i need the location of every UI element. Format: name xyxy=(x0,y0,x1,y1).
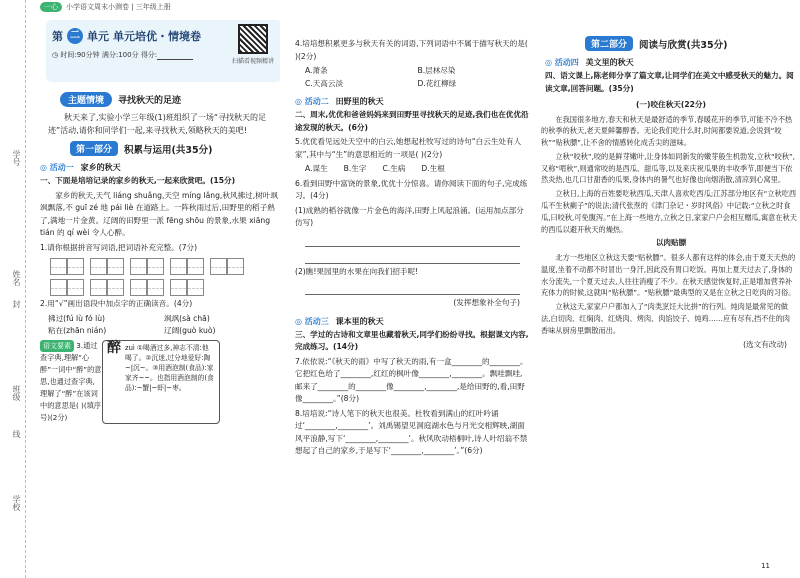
q1-2-option[interactable]: 粘在(zhān nián) xyxy=(48,326,107,335)
q1-2-option[interactable]: 飒飒(sà chā) xyxy=(164,313,210,323)
q8[interactable]: 8.培培说:“诗人笔下的秋天也很美。杜牧看到满山的红叶吟诵过‘________,________’。刘禹锡望见洞庭湖水色与月光交相辉映,湖面风平浪静,写下‘________,________’。秋风吹动梧桐叶,诗人叶绍翁不禁想起了自己的家乡,于是写下‘________,________’。”(6分) xyxy=(295,408,528,455)
reading-paragraph-1: 在我国很多地方,春天和秋天是最舒适的季节,春暖花开的季节,可能不冷不热的秋季的秋天,老天夏鲜馨醇香。无论我们吃什么时,时间都要说道,会说到“咬秋”“贴秋膘”,让不舍的情感转化成舌尖的滋味。 xyxy=(541,114,793,148)
q4-option[interactable]: A.萧条 xyxy=(305,66,328,75)
q5-option[interactable]: A.谋生 xyxy=(305,164,328,173)
clock-icon: ◷ xyxy=(52,51,59,59)
unit-number-badge: 二 xyxy=(67,28,83,44)
activity1-label: 活动一 xyxy=(49,163,74,172)
grid-cell[interactable] xyxy=(227,258,244,275)
q6-1: (1)成熟的稻谷就像一片金色的海洋,田野上风起浪涌。(运用加点部分仿写) xyxy=(295,205,524,227)
score-blank[interactable] xyxy=(157,50,193,60)
q1-2-options xyxy=(48,313,280,338)
q5: 5.优优看见远处天空中的白云,她想起杜牧写过的诗句“白云生处有人家”,其中与“生”的意思相近的一项是( )(2分) xyxy=(295,137,522,159)
activity3-header xyxy=(295,316,530,327)
grid-cell[interactable] xyxy=(90,258,107,275)
q6-1-answer-line[interactable] xyxy=(305,234,520,247)
part1-badge: 第一部分 xyxy=(70,141,118,156)
q4-options xyxy=(305,65,530,90)
q6-2: (2)瞧!果园里的水果在向我们招手呢! xyxy=(295,266,419,276)
q6: 6.看到田野中富饶的景象,优优十分惊喜。请你阅读下面的句子,完成练习。(4分) xyxy=(295,178,528,200)
reading-paragraph-3: 立秋日,上海的百姓要吃秋西瓜,天津人喜欢吃西瓜;江苏部分地区有“立秋吃西瓜不生秋瘌子”的说法;清代张焘的《津门杂记・岁时风俗》中记载:“立秋之时食瓜,曰咬秋,可免腹泻。”在上海一些地方,立秋之日,家家户户会相互赠瓜,寓意在秋天的西瓜以避开秋天的燥热。 xyxy=(541,189,797,234)
q7[interactable]: 7.依依说:“《秋天的雨》中写了秋天的雨,有一盒________的________。它把红色给了________,红红的枫叶像________,________。飘哇飘哇,邮来了________的________像________,________,是给田野的,看,田野像________。”(8分) xyxy=(295,356,528,403)
margin-label-class: 班级 xyxy=(12,385,21,401)
series-strip xyxy=(40,0,280,14)
part2-header xyxy=(585,36,797,51)
reading-source: (选文有改动) xyxy=(743,339,787,349)
activity3-title: 课本里的秋天 xyxy=(335,316,384,326)
pinyin-writing-grid[interactable] xyxy=(50,258,280,275)
margin-label-school: 学校 xyxy=(12,495,21,511)
q4-option[interactable]: D.花红柳绿 xyxy=(417,78,457,88)
q5-option[interactable]: C.生病 xyxy=(382,164,406,173)
qr-caption: 扫描看视频精讲 xyxy=(232,58,275,65)
q1-passage: 家乡的秋天,天气 liáng shuǎng,天空 míng lǎng,秋风拂过,树叶飒飒飘落,不 guī zé 地 pái liè 在道路上。一阵秋雨过后,田野里的稻子熟了,满地一片金黄。辽阔的田野里一派 fēng shōu 的景象,水果 xiāng tián 的 qí wèi 令人心醉。 xyxy=(40,190,278,237)
activity4-header xyxy=(545,57,797,68)
q1-3-block xyxy=(40,340,280,424)
activity1-title: 家乡的秋天 xyxy=(80,163,121,172)
q4-option[interactable]: B.层林尽染 xyxy=(417,66,456,75)
grid-cell[interactable] xyxy=(147,258,164,275)
page-number-value: 11 xyxy=(761,562,770,570)
q5-option[interactable]: D.生根 xyxy=(421,164,445,173)
target-icon: ◎ xyxy=(545,58,552,67)
margin-label-name: 姓名 xyxy=(12,270,21,286)
q4: 4.培培想积累更多与秋天有关的词语,下列词语中不属于描写秋天的是( )(2分) xyxy=(295,39,528,61)
series-pill: 一心 xyxy=(40,2,62,12)
q1-2-option[interactable]: 拂过(fú lù fó lù) xyxy=(48,313,106,323)
margin-label-seal: 封 xyxy=(12,300,21,308)
target-icon: ◎ xyxy=(295,97,302,106)
activity1-header xyxy=(40,162,280,173)
grid-cell[interactable] xyxy=(67,279,84,296)
reading-paragraph-4: 北方一些地区立秋这天要“贴秋膘”。很多人都有这样的体会,由于夏天天热的温度,坐着不动都不时冒出一身汗,因此没有胃口吃饭。再加上夏天过去了,身体的水分流失,一个夏天过去,人往往消瘦了不少。在秋天感觉恢复时,正是增加营养补充体力的时候,这就叫“贴秋膘”。“贴秋膘”最典型的又是在立秋之日吃肉的习俗。 xyxy=(541,252,796,298)
activity2-label: 活动二 xyxy=(304,97,329,106)
grid-cell[interactable] xyxy=(210,258,227,275)
q2-title: 二、周末,优优和爸爸妈妈来到田野里寻找秋天的足迹,我们也在优优沿途发现的秋天。(6分) xyxy=(295,110,529,132)
left-column xyxy=(30,0,280,578)
activity4-label: 活动四 xyxy=(554,58,579,67)
reading-paragraph-5: 立秋这天,家家户户都加入了“肉类烹饪大比拼”的行列。炖肉是最常见的做法,白切肉、红焖肉、红烧肉、烤肉、肉馅饺子、炖鸡……应有尽有,挡不住的肉香味从厨房里飘散而出。 xyxy=(541,302,790,335)
exam-time: 时间:90分钟 xyxy=(60,51,100,59)
margin-label-line: 线 xyxy=(12,430,21,438)
q6-1-answer-line-2[interactable] xyxy=(305,251,520,264)
pinyin-writing-grid-2[interactable] xyxy=(50,279,280,296)
unit-header xyxy=(46,20,280,82)
q1-3-badge: 语文要素 xyxy=(40,340,74,352)
grid-cell[interactable] xyxy=(187,279,204,296)
margin-label-student-id: 学号 xyxy=(12,150,21,166)
dictionary-char: 醉 xyxy=(107,339,121,356)
right-column xyxy=(535,0,797,578)
dictionary-definition: zuì ①喝酒过多,神志不清:他喝了。②沉迷,过分地爱好:陶~|沉~。③用酒泡制(食品):家家齐~~。也指用酒泡制的(食品):~蟹|~虾|~枣。 xyxy=(125,343,214,392)
reading-paragraph-2: 立秋“咬秋”,咬的是鲜芽嫩叶,让身体如同新发的嫩芽般生机勃发,立秋“咬秋”,又称“啃秋”,则通常咬的是西瓜、甜瓜等,以及来庆祝瓜果的丰收季节,即便当下依然炎热,也几口甘甜香的瓜果,身体内的暑气也好像也向烟消散,清凉到心窝里。 xyxy=(541,151,796,185)
unit-prefix: 第 xyxy=(52,30,63,43)
q1-title: 一、下面是培培记录的家乡的秋天,一起来欣赏吧。(15分) xyxy=(40,176,236,185)
q6-2-suffix: (发挥想象补全句子) xyxy=(453,298,520,307)
grid-cell[interactable] xyxy=(130,258,147,275)
binding-margin xyxy=(0,0,26,578)
grid-cell[interactable] xyxy=(67,258,84,275)
part2-title: 阅读与欣赏(共35分) xyxy=(639,39,728,51)
q5-option[interactable]: B.生字 xyxy=(343,164,367,173)
grid-cell[interactable] xyxy=(170,279,187,296)
q1-2: 2.用“√”画出语段中加点字的正确读音。(4分) xyxy=(40,299,193,308)
qr-code-icon[interactable] xyxy=(238,24,268,54)
grid-cell[interactable] xyxy=(90,279,107,296)
q1-2-option[interactable]: 辽阔(guò kuò) xyxy=(164,326,216,335)
part1-header xyxy=(70,141,280,156)
grid-cell[interactable] xyxy=(147,279,164,296)
unit-subtitle: 单元培优・情境卷 xyxy=(113,30,201,43)
q4-option[interactable]: C.天高云淡 xyxy=(305,78,344,88)
grid-cell[interactable] xyxy=(50,279,67,296)
grid-cell[interactable] xyxy=(107,258,124,275)
part1-title: 积累与运用(共35分) xyxy=(124,144,213,156)
q1-3-text-wrap xyxy=(40,340,102,424)
grid-cell[interactable] xyxy=(50,258,67,275)
grid-cell[interactable] xyxy=(187,258,204,275)
series-title: 小学语文周末小测卷 | 三年级上册 xyxy=(66,3,171,11)
q3-title: 三、学过的古诗和文章里也藏着秋天,同学们纷纷寻找。根据课文内容,完成练习。(14分) xyxy=(295,329,529,351)
grid-cell[interactable] xyxy=(107,279,124,296)
activity4-title: 美文里的秋天 xyxy=(585,58,634,67)
q4-section-title: 四、语文课上,陈老师分享了篇文章,让同学们在美文中感受秋天的魅力。阅读文章,回答问题。(35分) xyxy=(545,71,794,93)
q1-1: 1.请你根据拼音写词语,把词语补充完整。(7分) xyxy=(40,242,198,252)
unit-suffix: 单元 xyxy=(87,30,109,43)
activity3-label: 活动三 xyxy=(304,316,329,326)
target-icon: ◎ xyxy=(40,163,47,172)
intro-paragraph: 秋天来了,实验小学三年级(1)班组织了一场“寻找秋天的足迹”活动,请你和同学们一起,来寻找秋天,领略秋天的美吧! xyxy=(48,113,267,135)
unit-title xyxy=(52,28,201,44)
activity2-header xyxy=(295,96,530,107)
q1-3-text: 3.通过查字典,理解“心醉”一词中“醉”的意思,也通过查字典,理解了“醉”在该词中的意思是( )(填序号)(2分) xyxy=(40,340,102,422)
middle-column xyxy=(285,0,530,578)
theme-text: 寻找秋天的足迹 xyxy=(118,96,182,106)
target-icon: ◎ xyxy=(295,316,302,326)
part2-badge: 第二部分 xyxy=(585,36,633,51)
theme-row xyxy=(60,92,280,107)
theme-badge: 主题情境 xyxy=(60,92,112,107)
dictionary-entry xyxy=(102,340,220,424)
activity2-title: 田野里的秋天 xyxy=(335,97,384,106)
q6-2-answer-line[interactable] xyxy=(305,282,520,295)
exam-score: 满分:100分 xyxy=(101,51,139,59)
exam-meta xyxy=(52,50,193,60)
grid-cell[interactable] xyxy=(170,258,187,275)
reading-subtitle: 以肉贴膘 xyxy=(655,238,687,248)
page-number xyxy=(761,562,770,570)
exam-score-label: 得分: xyxy=(140,51,158,59)
reading-title: (一)咬住秋天(22分) xyxy=(635,100,706,109)
q5-options xyxy=(305,163,530,176)
grid-cell[interactable] xyxy=(130,279,147,296)
